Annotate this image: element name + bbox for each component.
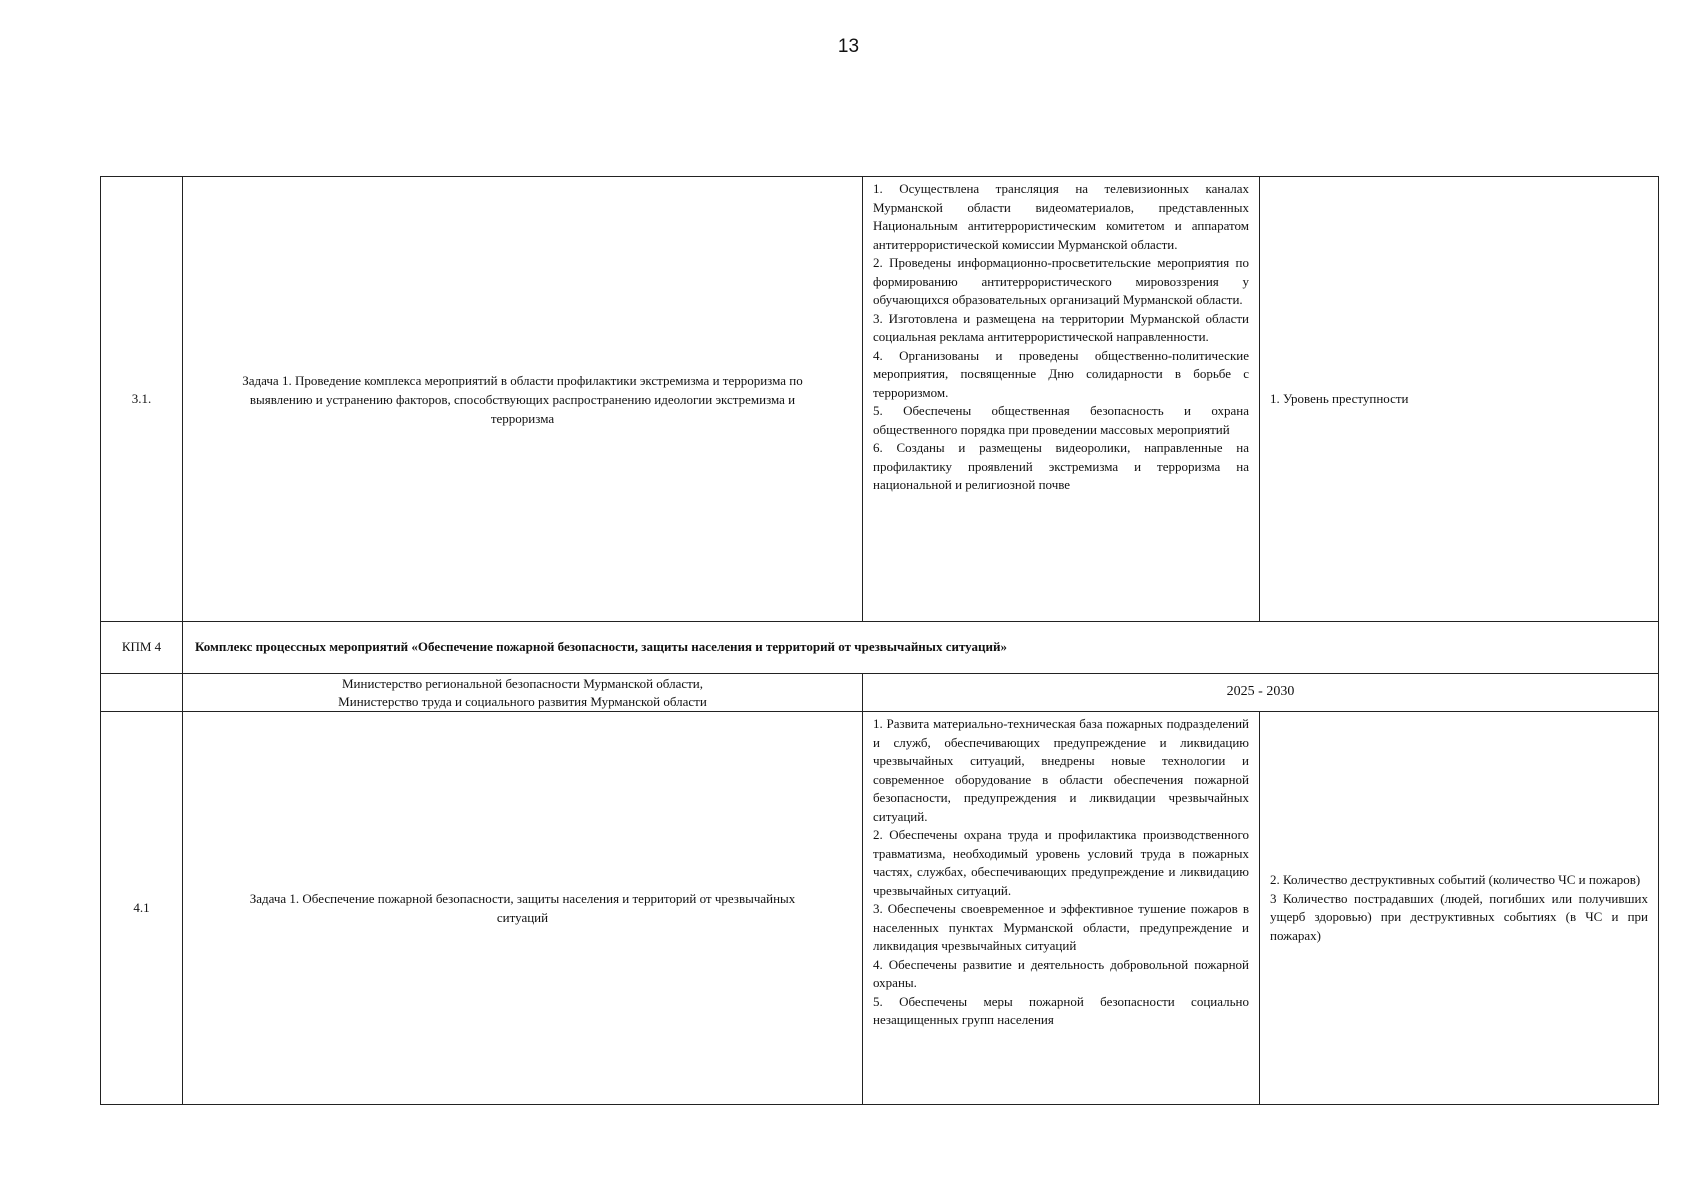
- result-item: 4. Организованы и проведены общественно-политические мероприятия, посвященные Дню солидарности в борьбе с терроризмом.: [873, 347, 1249, 400]
- kpm-code: КПМ 4: [101, 622, 183, 674]
- table-row-responsible: [101, 674, 1659, 712]
- expected-results: [863, 712, 1260, 1105]
- expected-results: [863, 177, 1260, 622]
- table-row-task-4-1: [101, 712, 1659, 1105]
- indicator-item: 1. Уровень преступности: [1270, 390, 1409, 406]
- indicator-item: 3 Количество пострадавших (людей, погибших или получивших ущерб здоровью) при деструктивных событиях (в ЧС и при пожарах): [1270, 890, 1648, 943]
- result-item: 1. Развита материально-техническая база пожарных подразделений и служб, обеспечивающих предупреждение и ликвидацию чрезвычайных ситуаций, внедрены новые технологии и современное оборудование в области обеспечения пожарной безопасности, предупреждения и ликвидации чрезвычайных ситуаций.: [873, 716, 1249, 824]
- result-item: 3. Изготовлена и размещена на территории Мурманской области социальная реклама антитеррористической направленности.: [873, 310, 1249, 344]
- ministry-line: Министерство региональной безопасности Мурманской области,: [342, 675, 703, 691]
- empty-cell: [101, 674, 183, 712]
- kpm-title: Комплекс процессных мероприятий «Обеспечение пожарной безопасности, защиты населения и территорий от чрезвычайных ситуаций»: [183, 622, 1659, 674]
- result-item: 2. Обеспечены охрана труда и профилактика производственного травматизма, необходимый уровень условий труда в пожарных частях, службах, обеспечивающих предупреждение и ликвидацию чрезвычайных ситуаций.: [873, 827, 1249, 898]
- result-item: 2. Проведены информационно-просветительские мероприятия по формированию антитеррористического мировоззрения у обучающихся образовательных организаций Мурманской области.: [873, 255, 1249, 307]
- result-item: 4. Обеспечены развитие и деятельность добровольной пожарной охраны.: [873, 956, 1249, 990]
- indicators: [1260, 177, 1659, 622]
- table-row-kpm-4: [101, 622, 1659, 674]
- implementation-period: 2025 - 2030: [863, 674, 1659, 712]
- result-item: 1. Осуществлена трансляция на телевизионных каналах Мурманской области видеоматериалов, представленных Национальным антитеррористическим комитетом и аппаратом антитеррористической комиссии Мурманской области.: [873, 181, 1249, 252]
- program-table: [100, 176, 1659, 1105]
- task-description: Задача 1. Проведение комплекса мероприятий в области профилактики экстремизма и терроризма по выявлению и устранению факторов, способствующих распространению идеологии экстремизма и терроризма: [183, 177, 863, 622]
- indicators: [1260, 712, 1659, 1105]
- result-item: 6. Созданы и размещены видеоролики, направленные на профилактику проявлений экстремизма и терроризма на национальной и религиозной почве: [873, 440, 1249, 492]
- result-item: 5. Обеспечены меры пожарной безопасности социально незащищенных групп населения: [873, 993, 1249, 1027]
- ministry-line: Министерство труда и социального развития Мурманской области: [338, 693, 707, 709]
- row-number: 3.1.: [101, 177, 183, 622]
- indicator-item: 2. Количество деструктивных событий (количество ЧС и пожаров): [1270, 872, 1641, 887]
- page-number: 13: [837, 36, 860, 57]
- row-number: 4.1: [101, 712, 183, 1105]
- result-item: 3. Обеспечены своевременное и эффективное тушение пожаров в населенных пунктах Мурманской области, предупреждение и ликвидация чрезвычайных ситуаций: [873, 901, 1249, 953]
- table-row-task-3-1: [101, 177, 1659, 622]
- task-description: Задача 1. Обеспечение пожарной безопасности, защиты населения и территорий от чрезвычайных ситуаций: [183, 712, 863, 1105]
- responsible-ministries: [183, 674, 863, 712]
- result-item: 5. Обеспечены общественная безопасность и охрана общественного порядка при проведении массовых мероприятий: [873, 403, 1249, 437]
